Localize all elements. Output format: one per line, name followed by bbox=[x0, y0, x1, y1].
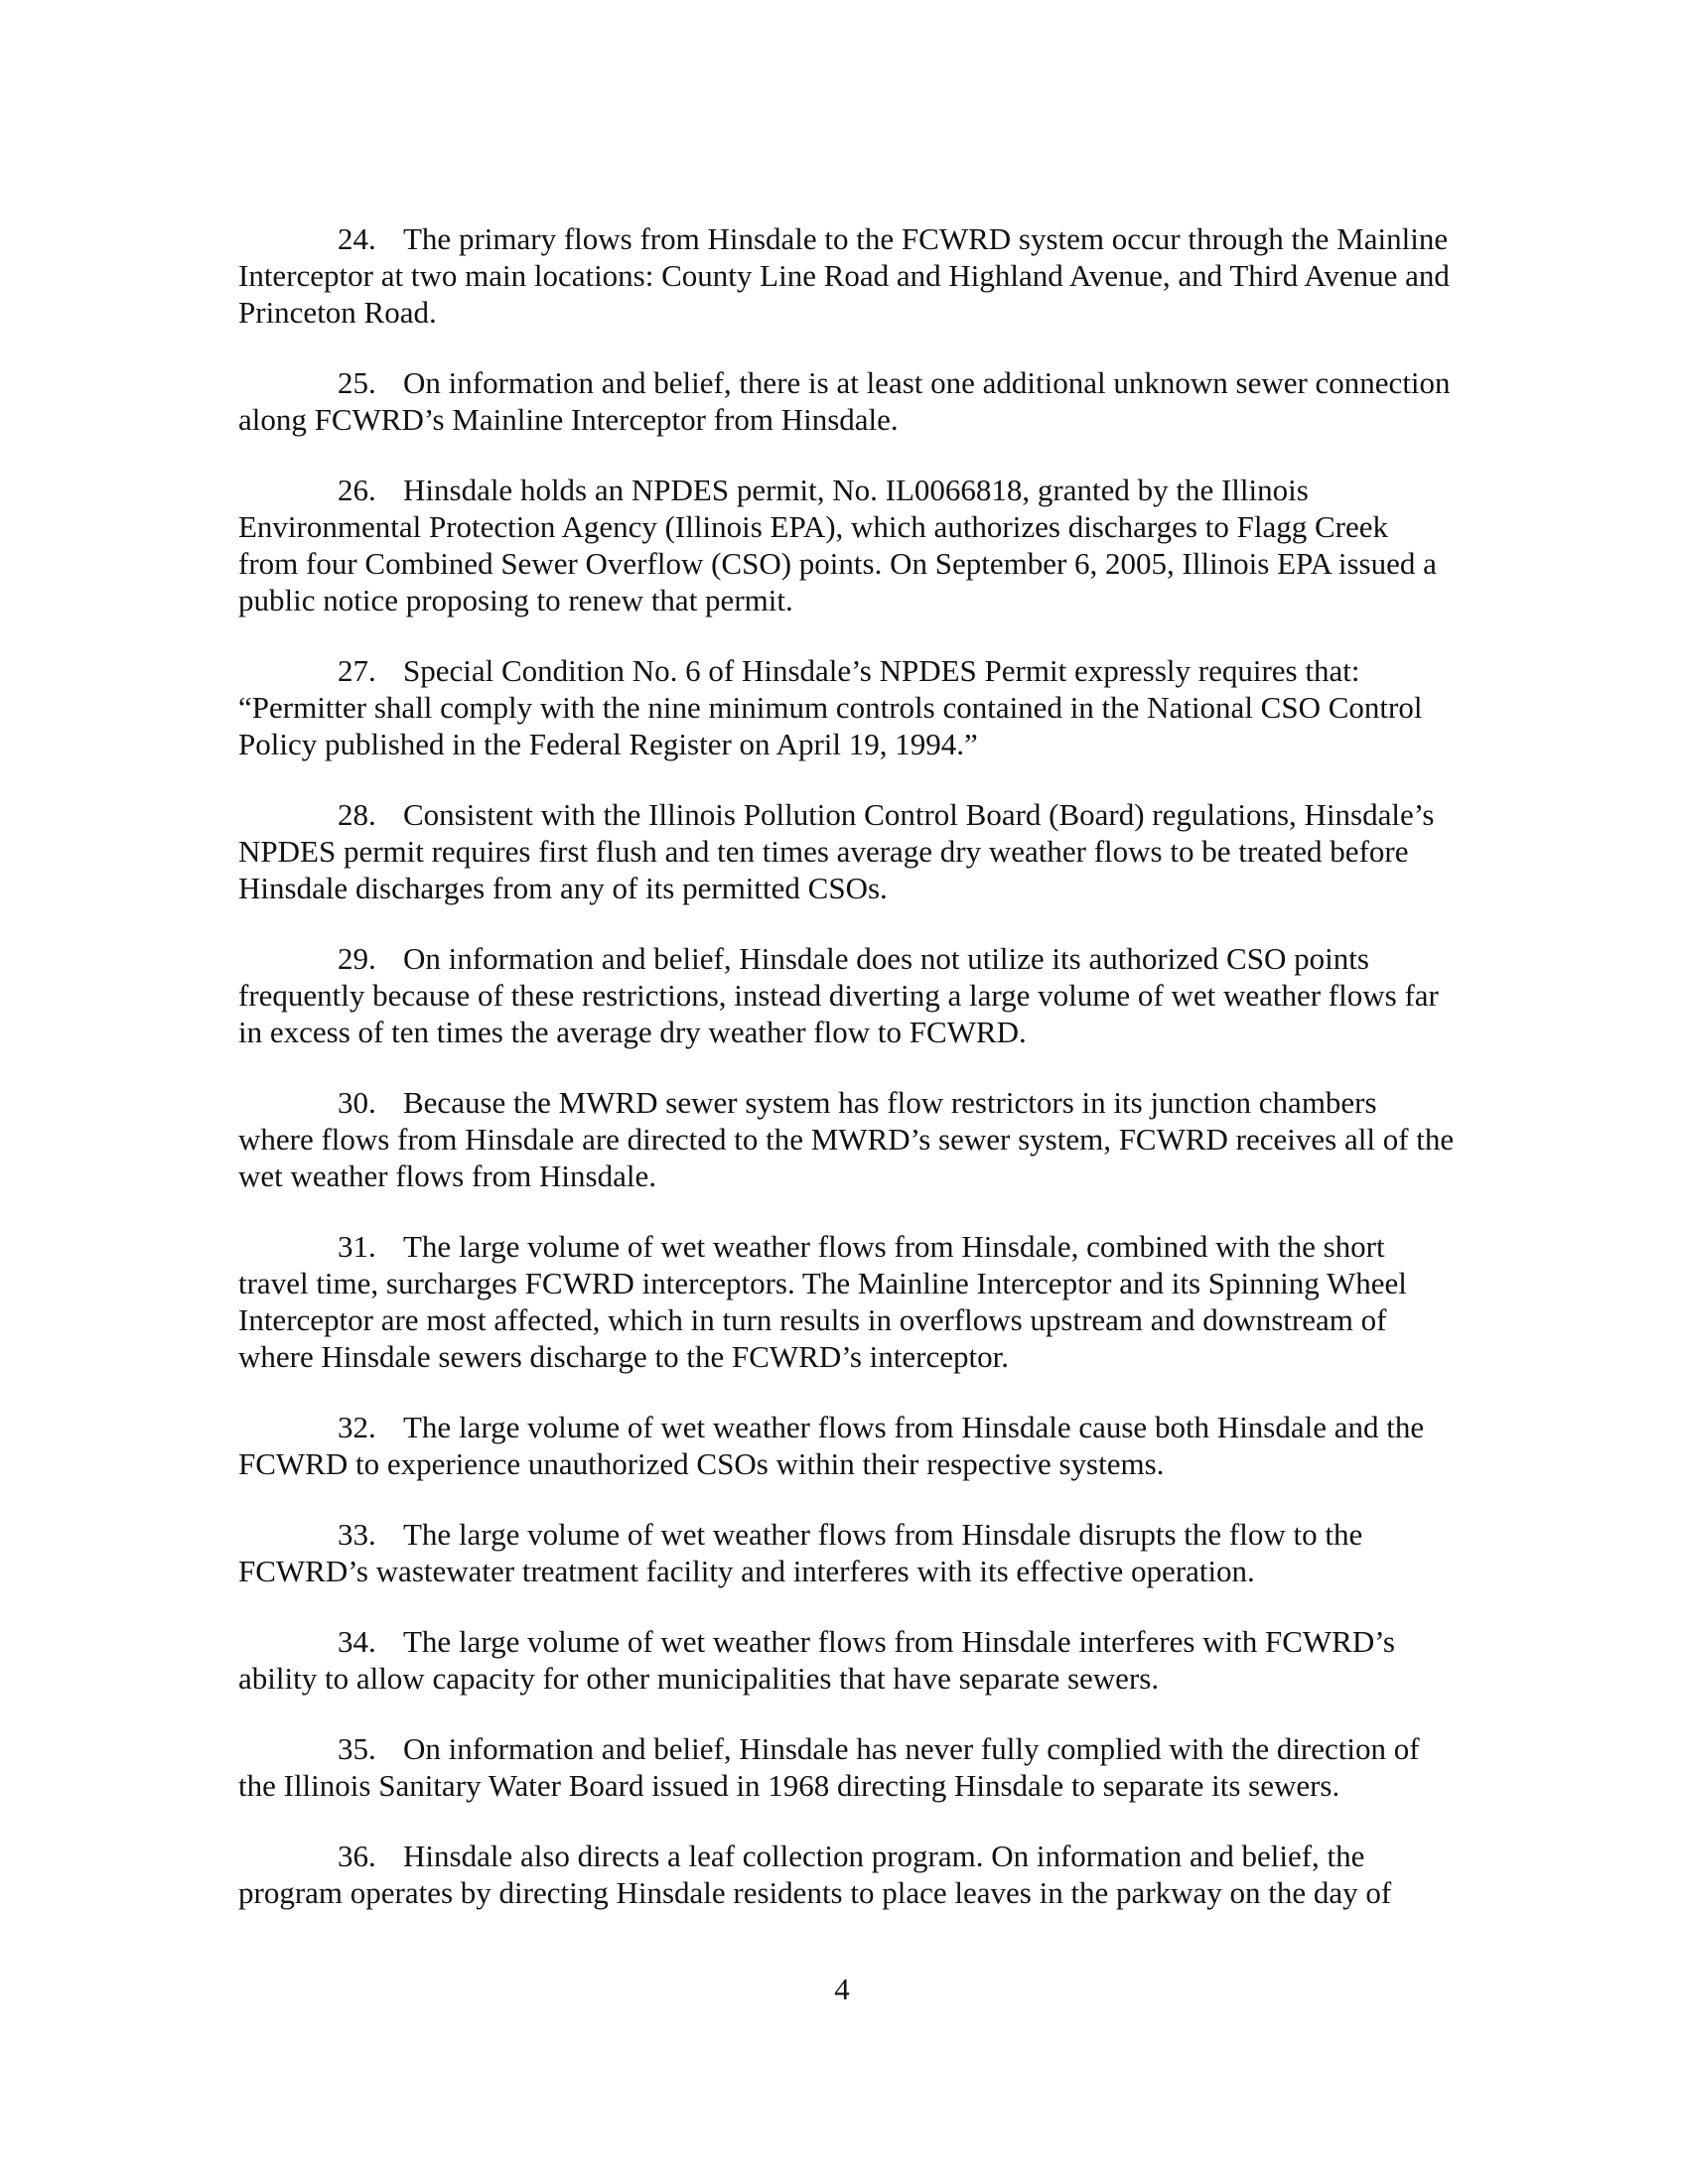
paragraph-text: On information and belief, Hinsdale has never fully complied with the direction of the Illinois Sanitary Water Board issued in 1968 directing Hinsdale to separate its sewers. bbox=[238, 1731, 1420, 1803]
paragraph-text: Because the MWRD sewer system has flow restrictors in its junction chambers where flows from Hinsdale are directed to the MWRD’s sewer system, FCWRD receives all of the wet weather flows from Hinsdale. bbox=[238, 1085, 1455, 1193]
paragraph-number: 26. bbox=[338, 473, 376, 507]
paragraph-text: The large volume of wet weather flows from Hinsdale cause both Hinsdale and the FCWRD to experience unauthorized CSOs within their respective systems. bbox=[238, 1410, 1425, 1481]
paragraph-number: 29. bbox=[338, 941, 376, 976]
paragraph-number: 35. bbox=[338, 1731, 376, 1766]
paragraph-text: The large volume of wet weather flows from Hinsdale interferes with FCWRD’s ability to allow capacity for other municipalities that have separate sewers. bbox=[238, 1624, 1395, 1696]
paragraph-number: 33. bbox=[338, 1517, 376, 1552]
document-body bbox=[238, 220, 1455, 1945]
page-number: 4 bbox=[834, 1972, 850, 2006]
paragraph-27 bbox=[238, 652, 1455, 762]
paragraph-number: 28. bbox=[338, 797, 376, 832]
paragraph-number: 36. bbox=[338, 1839, 376, 1873]
paragraph-31 bbox=[238, 1228, 1455, 1375]
paragraph-text: On information and belief, there is at least one additional unknown sewer connection along FCWRD’s Mainline Interceptor from Hinsdale. bbox=[238, 365, 1451, 437]
paragraph-28 bbox=[238, 796, 1455, 906]
paragraph-24 bbox=[238, 220, 1455, 331]
paragraph-number: 30. bbox=[338, 1085, 376, 1120]
paragraph-29 bbox=[238, 940, 1455, 1050]
paragraph-number: 24. bbox=[338, 221, 376, 256]
paragraph-text: On information and belief, Hinsdale does not utilize its authorized CSO points frequently because of these restrictions, instead diverting a large volume of wet weather flows far in excess of ten times the average dry weather flow to FCWRD. bbox=[238, 941, 1439, 1049]
paragraph-number: 32. bbox=[338, 1410, 376, 1444]
paragraph-text: Hinsdale also directs a leaf collection program. On information and belief, the program operates by directing Hinsdale residents to place leaves in the parkway on the day of bbox=[238, 1839, 1392, 1910]
paragraph-text: The large volume of wet weather flows from Hinsdale, combined with the short travel time, surcharges FCWRD interceptors. The Mainline Interceptor and its Spinning Wheel Interceptor are most affected, which in turn results in overflows upstream and downstream of where Hinsdale sewers discharge to the FCWRD’s interceptor. bbox=[238, 1229, 1407, 1374]
paragraph-36 bbox=[238, 1838, 1455, 1911]
paragraph-number: 27. bbox=[338, 653, 376, 688]
paragraph-text: Hinsdale holds an NPDES permit, No. IL0066818, granted by the Illinois Environmental Protection Agency (Illinois EPA), which authorizes discharges to Flagg Creek from four Combined Sewer Overflow (CSO) points. On September 6, 2005, Illinois EPA issued a public notice proposing to renew that permit. bbox=[238, 473, 1437, 617]
paragraph-text: Special Condition No. 6 of Hinsdale’s NPDES Permit expressly requires that: “Permitter shall comply with the nine minimum controls contained in the National CSO Control Policy published in the Federal Register on April 19, 1994.” bbox=[238, 653, 1423, 761]
paragraph-35 bbox=[238, 1730, 1455, 1804]
paragraph-text: Consistent with the Illinois Pollution Control Board (Board) regulations, Hinsdale’s NPDES permit requires first flush and ten times average dry weather flows to be treated before Hinsdale discharges from any of its permitted CSOs. bbox=[238, 797, 1435, 905]
paragraph-text: The large volume of wet weather flows from Hinsdale disrupts the flow to the FCWRD’s wastewater treatment facility and interferes with its effective operation. bbox=[238, 1517, 1363, 1588]
paragraph-33 bbox=[238, 1516, 1455, 1589]
paragraph-text: The primary flows from Hinsdale to the FCWRD system occur through the Mainline Interceptor at two main locations: County Line Road and Highland Avenue, and Third Avenue and Princeton Road. bbox=[238, 221, 1450, 330]
paragraph-25 bbox=[238, 364, 1455, 438]
paragraph-30 bbox=[238, 1084, 1455, 1194]
paragraph-number: 31. bbox=[338, 1229, 376, 1264]
paragraph-26 bbox=[238, 472, 1455, 618]
paragraph-number: 25. bbox=[338, 365, 376, 400]
paragraph-number: 34. bbox=[338, 1624, 376, 1659]
paragraph-34 bbox=[238, 1623, 1455, 1697]
paragraph-32 bbox=[238, 1409, 1455, 1482]
